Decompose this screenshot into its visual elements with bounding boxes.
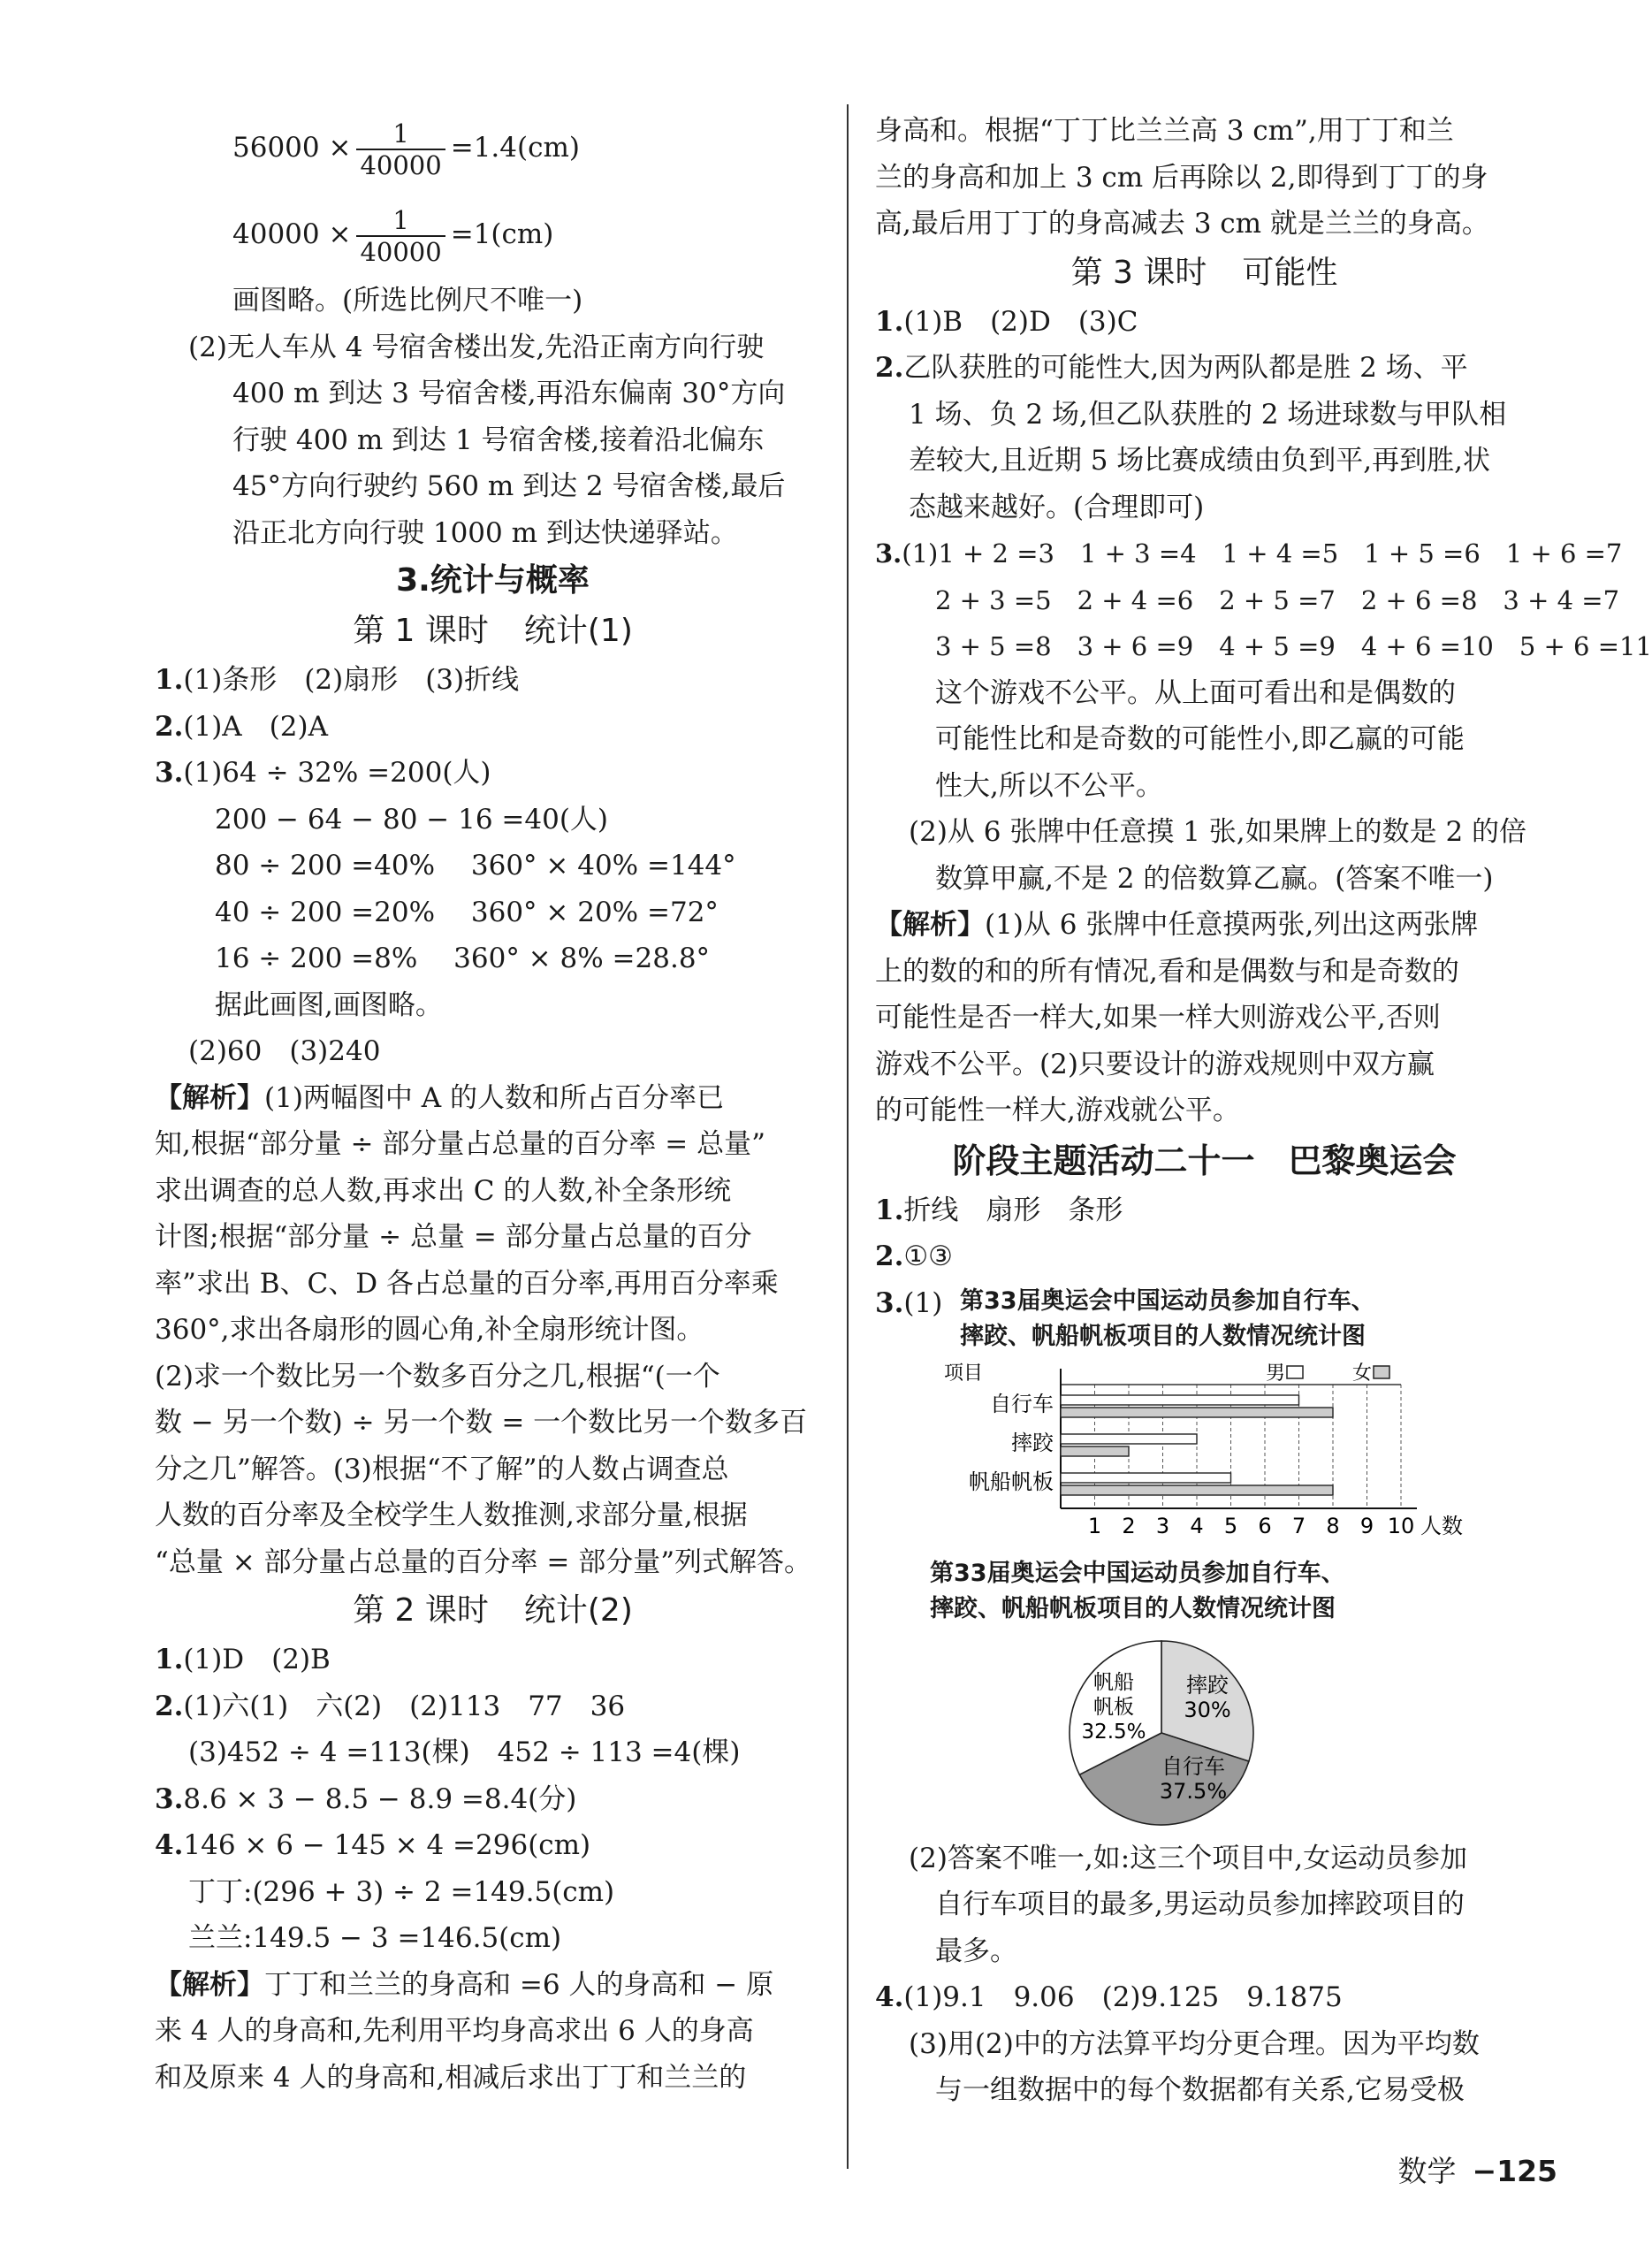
question-4: 4.146 × 6 − 145 × 4 =296(cm) bbox=[155, 1829, 591, 1861]
calc-line: 据此画图,画图略。 bbox=[215, 988, 443, 1021]
answer-line: 态越来越好。(合理即可) bbox=[909, 491, 1205, 523]
explanation-line: 计图;根据“部分量 ÷ 总量 = 部分量占总量的百分 bbox=[155, 1221, 752, 1253]
calc-line: 200 − 64 − 80 − 16 =40(人) bbox=[215, 803, 609, 836]
x-tick-label: 8 bbox=[1326, 1513, 1340, 1538]
lesson-title: 第 1 课时 统计(1) bbox=[353, 613, 633, 649]
explanation-line: 可能性是否一样大,如果一样大则游戏公平,否则 bbox=[875, 1002, 1441, 1034]
question-3: 3.8.6 × 3 − 8.5 − 8.9 =8.4(分) bbox=[155, 1782, 577, 1815]
question-1: 1.(1)B (2)D (3)C bbox=[875, 305, 1138, 338]
lesson-title: 第 3 课时 可能性 bbox=[1070, 254, 1338, 291]
bar-male bbox=[1061, 1434, 1197, 1444]
answer-line: (2)答案不唯一,如:这三个项目中,女运动员参加 bbox=[909, 1842, 1468, 1874]
bar-chart bbox=[937, 1362, 1467, 1553]
question-3: 3.(1)64 ÷ 32% =200(人) bbox=[155, 757, 491, 789]
legend-label-male: 男 bbox=[1266, 1362, 1286, 1385]
answer-line: (3)452 ÷ 4 =113(棵) 452 ÷ 113 =4(棵) bbox=[188, 1736, 741, 1768]
explanation-line: 知,根据“部分量 ÷ 部分量占总量的百分率 = 总量” bbox=[155, 1128, 765, 1160]
question-2: 2.乙队获胜的可能性大,因为两队都是胜 2 场、平 bbox=[875, 352, 1468, 384]
answer-line: (3)用(2)中的方法算平均分更合理。因为平均数 bbox=[909, 2027, 1480, 2060]
answer-line: 行驶 400 m 到达 1 号宿舍楼,接着沿北偏东 bbox=[232, 424, 765, 456]
left-column bbox=[155, 104, 831, 2101]
x-tick-label: 6 bbox=[1258, 1513, 1272, 1538]
question-2: 2.①③ bbox=[875, 1240, 953, 1272]
calc-line: 3 + 5 =8 3 + 6 =9 4 + 5 =9 4 + 6 =10 5 + 6 =11 bbox=[935, 631, 1652, 661]
explanation-line: 人数的百分率及全校学生人数推测,求部分量,根据 bbox=[155, 1500, 748, 1531]
slice-value: 37.5% bbox=[1159, 1778, 1228, 1804]
explanation-line: 游戏不公平。(2)只要设计的游戏规则中双方赢 bbox=[875, 1048, 1435, 1080]
pie-chart bbox=[1062, 1634, 1283, 1834]
lesson-title: 第 2 课时 统计(2) bbox=[353, 1592, 633, 1629]
explanation-tag: 【解析】 bbox=[155, 1968, 264, 2001]
pie-chart-block bbox=[875, 1556, 1534, 1835]
x-tick-label: 4 bbox=[1190, 1513, 1204, 1538]
legend-swatch-female bbox=[1374, 1366, 1389, 1378]
bar-female bbox=[1061, 1446, 1129, 1456]
section-title: 3.统计与概率 bbox=[396, 562, 590, 599]
slice-value: 32.5% bbox=[1081, 1720, 1146, 1744]
question-2: 2.(1)A (2)A bbox=[155, 710, 328, 743]
answer-line: 性大,所以不公平。 bbox=[935, 769, 1163, 802]
calc-line: 40 ÷ 200 =20% 360° × 20% =72° bbox=[215, 896, 719, 928]
pie-chart-title: 第33届奥运会中国运动员参加自行车、 摔跤、帆船帆板项目的人数情况统计图 bbox=[930, 1559, 1345, 1622]
answer-line: 与一组数据中的每个数据都有关系,它易受极 bbox=[935, 2074, 1465, 2106]
answer-line: 这个游戏不公平。从上面可看出和是偶数的 bbox=[935, 676, 1456, 709]
bar-female bbox=[1061, 1485, 1333, 1495]
legend-label-female: 女 bbox=[1352, 1362, 1373, 1385]
answer-line: (2)从 6 张牌中任意摸 1 张,如果牌上的数是 2 的倍 bbox=[909, 816, 1527, 848]
x-tick-label: 5 bbox=[1223, 1513, 1238, 1538]
fraction: $\frac{1}{40000}$ bbox=[356, 205, 445, 267]
answer-line: 差较大,且近期 5 场比赛成绩由负到平,再到胜,状 bbox=[909, 445, 1490, 477]
question-4: 4.(1)9.1 9.06 (2)9.125 9.1875 bbox=[875, 1981, 1343, 2013]
x-tick-label: 2 bbox=[1122, 1513, 1136, 1538]
explanation-line: 数 − 另一个数) ÷ 另一个数 = 一个数比另一个数多百 bbox=[155, 1407, 808, 1439]
answer-line: 沿正北方向行驶 1000 m 到达快递驿站。 bbox=[232, 516, 738, 549]
subject-label: 数学 bbox=[1397, 2154, 1457, 2188]
bar-female bbox=[1061, 1408, 1333, 1417]
slice-label: 自行车 bbox=[1161, 1753, 1225, 1779]
category-label: 帆船帆板 bbox=[969, 1469, 1054, 1494]
slice-label: 帆板 bbox=[1093, 1695, 1134, 1719]
page-number: −125 bbox=[1472, 2154, 1557, 2188]
right-column bbox=[875, 108, 1652, 2114]
bar-chart-block bbox=[875, 1280, 1534, 1556]
explanation-line: 360°,求出各扇形的圆心角,补全扇形统计图。 bbox=[155, 1314, 704, 1346]
explanation-line: 身高和。根据“丁丁比兰兰高 3 cm”,用丁丁和兰 bbox=[875, 115, 1454, 147]
x-tick-label: 7 bbox=[1291, 1513, 1306, 1538]
equation-line-2: 40000 × $\frac{1}{40000}$ =1(cm) bbox=[232, 204, 554, 267]
category-label: 摔跤 bbox=[1011, 1430, 1054, 1455]
x-axis-label: 人数 bbox=[1420, 1513, 1463, 1538]
explanation-line: 【解析】(1)从 6 张牌中任意摸两张,列出这两张牌 bbox=[875, 909, 1479, 941]
explanation-line: 和及原来 4 人的身高和,相减后求出丁丁和兰兰的 bbox=[155, 2061, 747, 2094]
calc-line: 兰兰:149.5 − 3 =146.5(cm) bbox=[188, 1922, 562, 1954]
answer-line: 可能性比和是奇数的可能性小,即乙赢的可能 bbox=[935, 723, 1465, 755]
question-1: 1.(1)条形 (2)扇形 (3)折线 bbox=[155, 664, 520, 696]
question-3: 3.(1) bbox=[875, 1286, 943, 1319]
explanation-line: 率”求出 B、C、D 各占总量的百分率,再用百分率乘 bbox=[155, 1267, 779, 1300]
answer-line: 45°方向行驶约 560 m 到达 2 号宿舍楼,最后 bbox=[232, 470, 786, 502]
calc-line: 80 ÷ 200 =40% 360° × 40% =144° bbox=[215, 850, 736, 881]
question-2: 2.(1)六(1) 六(2) (2)113 77 36 bbox=[155, 1690, 626, 1722]
calc-line: 2 + 3 =5 2 + 4 =6 2 + 5 =7 2 + 6 =8 3 + 4 =7 bbox=[935, 584, 1620, 615]
explanation-line: (2)求一个数比另一个数多百分之几,根据“(一个 bbox=[155, 1360, 720, 1393]
slice-label: 摔跤 bbox=[1186, 1672, 1229, 1698]
answer-line: 最多。 bbox=[935, 1935, 1017, 1967]
y-axis-label: 项目 bbox=[944, 1362, 984, 1385]
bar-chart-title: 第33届奥运会中国运动员参加自行车、 摔跤、帆船帆板项目的人数情况统计图 bbox=[960, 1286, 1375, 1350]
question-1: 1.(1)D (2)B bbox=[155, 1644, 331, 1675]
x-tick-label: 10 bbox=[1387, 1513, 1415, 1538]
x-tick-label: 3 bbox=[1155, 1513, 1170, 1538]
calc-line: 丁丁:(296 + 3) ÷ 2 =149.5(cm) bbox=[188, 1875, 615, 1908]
explanation-line: 来 4 人的身高和,先利用平均身高求出 6 人的身高 bbox=[155, 2015, 754, 2047]
x-tick-label: 9 bbox=[1359, 1513, 1374, 1538]
equation-line-1: 56000 × $\frac{1}{40000}$ =1.4(cm) bbox=[232, 118, 580, 180]
answer-line: 1 场、负 2 场,但乙队获胜的 2 场进球数与甲队相 bbox=[909, 398, 1507, 431]
explanation-line: 【解析】(1)两幅图中 A 的人数和所占百分率已 bbox=[155, 1081, 725, 1114]
answer-line: (2)无人车从 4 号宿舍楼出发,先沿正南方向行驶 bbox=[188, 331, 765, 363]
question-1: 1.折线 扇形 条形 bbox=[875, 1194, 1123, 1226]
explanation-tag: 【解析】 bbox=[155, 1081, 264, 1114]
answer-line: 400 m 到达 3 号宿舍楼,再沿东偏南 30°方向 bbox=[232, 378, 786, 409]
question-3: 3.(1)1 + 2 =3 1 + 3 =4 1 + 4 =5 1 + 5 =6 1 + 6 =7 bbox=[875, 538, 1623, 569]
explanation-line: 高,最后用丁丁的身高减去 3 cm 就是兰兰的身高。 bbox=[875, 208, 1489, 240]
legend-swatch-male bbox=[1287, 1366, 1303, 1378]
slice-label: 帆船 bbox=[1093, 1670, 1134, 1694]
answer-line: 数算甲赢,不是 2 的倍数算乙赢。(答案不唯一) bbox=[935, 862, 1494, 895]
activity-title: 阶段主题活动二十一 巴黎奥运会 bbox=[952, 1141, 1457, 1180]
bar-male bbox=[1061, 1473, 1231, 1483]
explanation-line: 的可能性一样大,游戏就公平。 bbox=[875, 1095, 1240, 1126]
page-footer bbox=[1397, 2148, 1557, 2190]
explanation-line: 兰的身高和加上 3 cm 后再除以 2,即得到丁丁的身 bbox=[875, 161, 1488, 194]
answer-line: 自行车项目的最多,男运动员参加摔跤项目的 bbox=[935, 1889, 1465, 1920]
fraction: $\frac{1}{40000}$ bbox=[356, 118, 445, 180]
explanation-line: 【解析】丁丁和兰兰的身高和 =6 人的身高和 − 原 bbox=[155, 1968, 774, 2001]
category-label: 自行车 bbox=[990, 1391, 1054, 1416]
explanation-line: 分之几”解答。(3)根据“不了解”的人数占调查总 bbox=[155, 1453, 729, 1485]
column-divider bbox=[847, 104, 849, 2169]
explanation-line: “总量 × 部分量占总量的百分率 = 部分量”列式解答。 bbox=[155, 1545, 812, 1578]
x-tick-label: 1 bbox=[1087, 1513, 1102, 1538]
answer-line: (2)60 (3)240 bbox=[188, 1035, 381, 1067]
bar-male bbox=[1061, 1395, 1299, 1405]
draw-note: 画图略。(所选比例尺不唯一) bbox=[232, 285, 583, 317]
slice-value: 30% bbox=[1184, 1697, 1231, 1722]
explanation-tag: 【解析】 bbox=[875, 909, 985, 941]
calc-line: 16 ÷ 200 =8% 360° × 8% =28.8° bbox=[215, 943, 711, 974]
explanation-line: 求出调查的总人数,再求出 C 的人数,补全条形统 bbox=[155, 1174, 732, 1207]
explanation-line: 上的数的和的所有情况,看和是偶数与和是奇数的 bbox=[875, 955, 1459, 988]
